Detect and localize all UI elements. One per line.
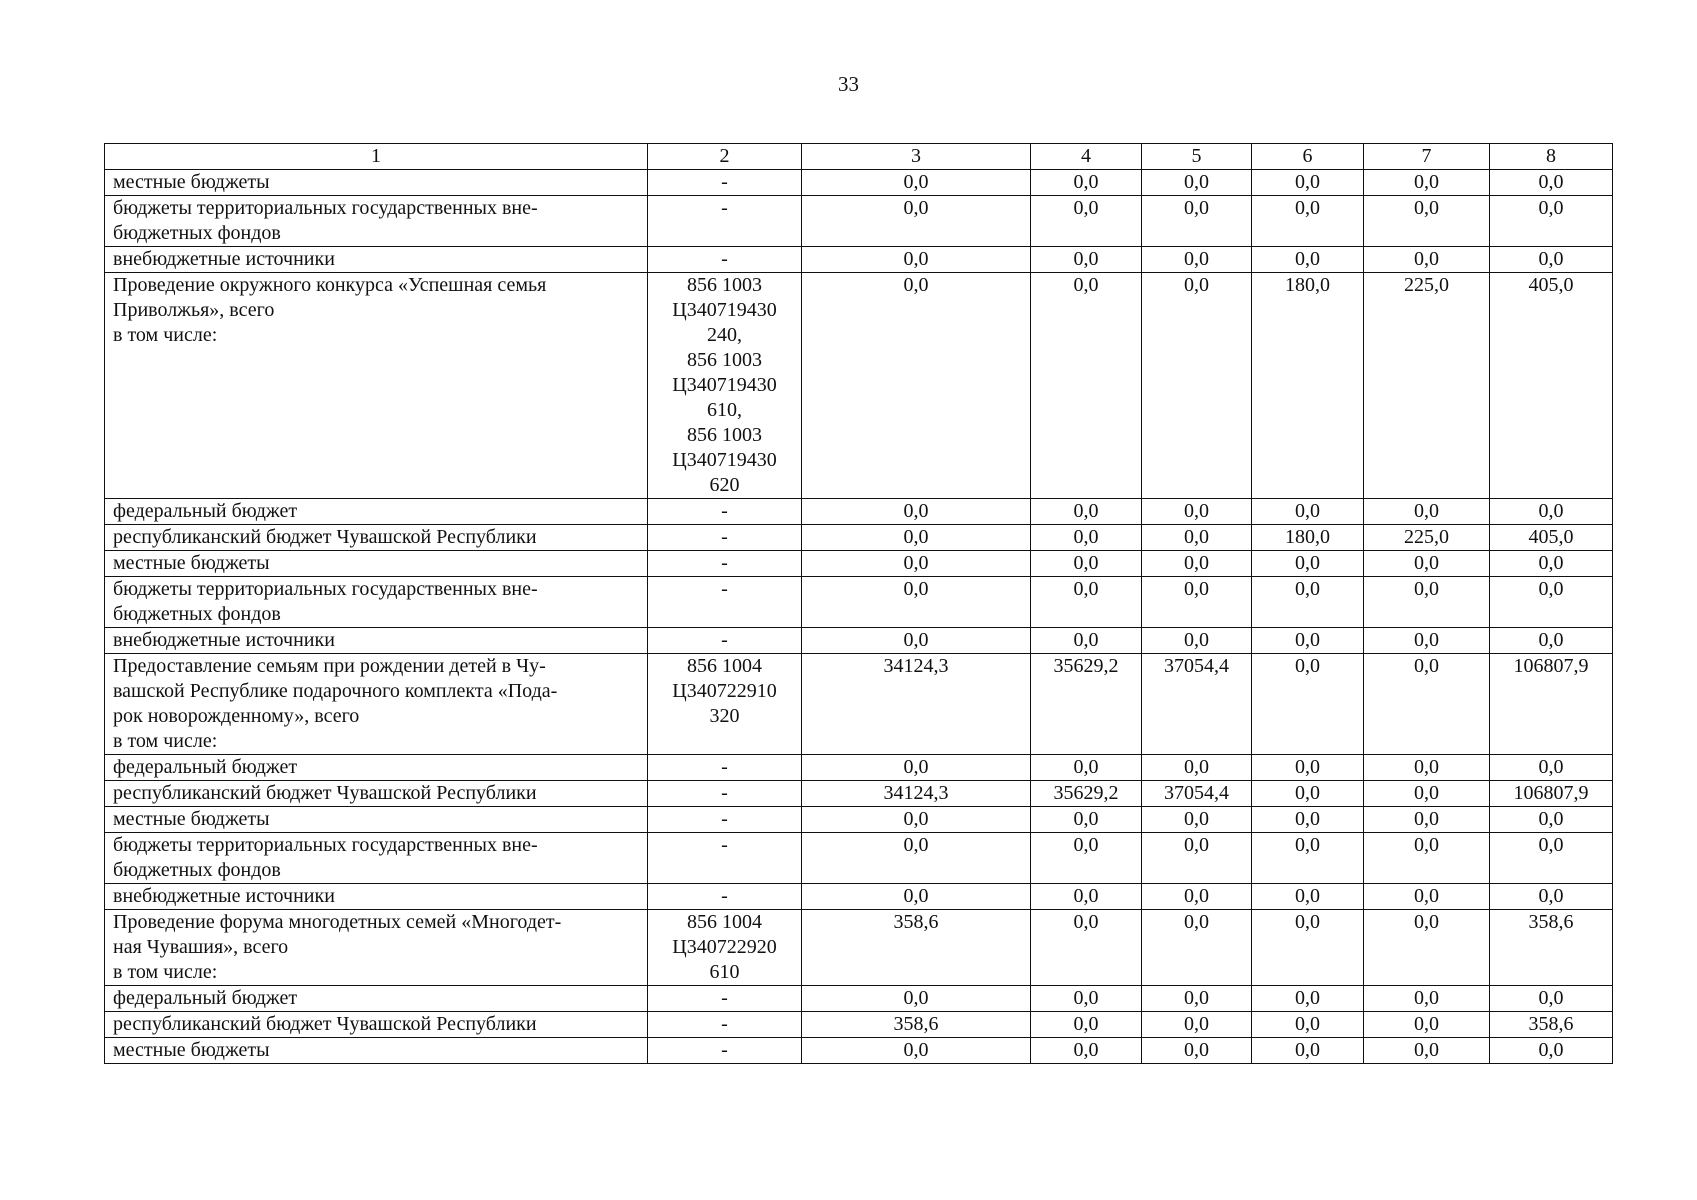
row-name-cell: Предоставление семьям при рождении детей в Чу- вашской Республике подарочного комплекта «Пода- рок новорожденному», всего в том числе: [105,654,648,755]
value-cell: 0,0 [1490,577,1613,628]
value-cell: 358,6 [1490,1012,1613,1038]
table-row [105,781,1613,807]
value-cell: 0,0 [1364,499,1490,525]
budget-table [104,143,1613,1064]
value-cell: 0,0 [802,196,1031,247]
value-cell: 0,0 [1490,628,1613,654]
value-cell: 0,0 [1142,986,1252,1012]
value-cell: 0,0 [802,273,1031,499]
budget-code-cell: - [648,755,802,781]
budget-code-cell: - [648,196,802,247]
row-name-cell: внебюджетные источники [105,628,648,654]
value-cell: 0,0 [1142,755,1252,781]
budget-code-cell: 856 1004 Ц340722920 610 [648,910,802,986]
row-name-cell: республиканский бюджет Чувашской Республики [105,525,648,551]
value-cell: 0,0 [1252,910,1364,986]
value-cell: 180,0 [1252,525,1364,551]
column-header: 1 [105,144,648,170]
value-cell: 34124,3 [802,781,1031,807]
value-cell: 0,0 [1490,833,1613,884]
value-cell: 0,0 [1031,755,1142,781]
value-cell: 405,0 [1490,273,1613,499]
value-cell: 0,0 [1252,781,1364,807]
table-row [105,247,1613,273]
column-header: 8 [1490,144,1613,170]
table-body [105,170,1613,1064]
value-cell: 0,0 [1252,807,1364,833]
value-cell: 0,0 [1031,1038,1142,1064]
value-cell: 0,0 [1031,577,1142,628]
value-cell: 0,0 [1031,525,1142,551]
table-row [105,628,1613,654]
budget-code-cell: - [648,807,802,833]
value-cell: 0,0 [1490,1038,1613,1064]
value-cell: 358,6 [1490,910,1613,986]
value-cell: 0,0 [802,986,1031,1012]
value-cell: 0,0 [1252,499,1364,525]
value-cell: 0,0 [1364,986,1490,1012]
table-row [105,807,1613,833]
table-row [105,910,1613,986]
budget-code-cell: - [648,525,802,551]
row-name-cell: республиканский бюджет Чувашской Республики [105,781,648,807]
value-cell: 0,0 [1364,654,1490,755]
value-cell: 35629,2 [1031,654,1142,755]
value-cell: 37054,4 [1142,781,1252,807]
value-cell: 0,0 [802,247,1031,273]
value-cell: 0,0 [1142,551,1252,577]
value-cell: 0,0 [802,499,1031,525]
value-cell: 0,0 [1490,170,1613,196]
table-row [105,884,1613,910]
budget-code-cell: - [648,551,802,577]
value-cell: 0,0 [1142,499,1252,525]
value-cell: 0,0 [802,577,1031,628]
budget-code-cell: - [648,884,802,910]
value-cell: 0,0 [1252,986,1364,1012]
value-cell: 0,0 [1252,1012,1364,1038]
value-cell: 0,0 [1364,833,1490,884]
value-cell: 0,0 [1252,247,1364,273]
budget-code-cell: - [648,833,802,884]
budget-code-cell: - [648,247,802,273]
row-name-cell: местные бюджеты [105,170,648,196]
value-cell: 0,0 [802,884,1031,910]
column-header: 7 [1364,144,1490,170]
row-name-cell: бюджеты территориальных государственных вне- бюджетных фондов [105,196,648,247]
row-name-cell: республиканский бюджет Чувашской Республики [105,1012,648,1038]
value-cell: 225,0 [1364,273,1490,499]
value-cell: 225,0 [1364,525,1490,551]
value-cell: 0,0 [1364,170,1490,196]
value-cell: 0,0 [1490,807,1613,833]
value-cell: 0,0 [1031,1012,1142,1038]
budget-code-cell: - [648,628,802,654]
column-header: 2 [648,144,802,170]
value-cell: 0,0 [1142,273,1252,499]
value-cell: 0,0 [1031,628,1142,654]
column-header: 6 [1252,144,1364,170]
value-cell: 0,0 [1364,196,1490,247]
value-cell: 0,0 [1490,755,1613,781]
value-cell: 106807,9 [1490,781,1613,807]
value-cell: 0,0 [1142,1038,1252,1064]
value-cell: 0,0 [1490,196,1613,247]
row-name-cell: местные бюджеты [105,551,648,577]
value-cell: 0,0 [1252,628,1364,654]
value-cell: 0,0 [1142,807,1252,833]
table-row [105,986,1613,1012]
value-cell: 0,0 [802,551,1031,577]
column-header: 3 [802,144,1031,170]
value-cell: 0,0 [802,1038,1031,1064]
value-cell: 0,0 [1364,247,1490,273]
value-cell: 0,0 [1142,884,1252,910]
value-cell: 0,0 [1142,577,1252,628]
table-row [105,551,1613,577]
row-name-cell: бюджеты территориальных государственных вне- бюджетных фондов [105,577,648,628]
row-name-cell: федеральный бюджет [105,755,648,781]
table-row [105,833,1613,884]
value-cell: 0,0 [1142,247,1252,273]
value-cell: 405,0 [1490,525,1613,551]
row-name-cell: Проведение окружного конкурса «Успешная семья Приволжья», всего в том числе: [105,273,648,499]
value-cell: 0,0 [1364,1038,1490,1064]
row-name-cell: Проведение форума многодетных семей «Многодет- ная Чувашия», всего в том числе: [105,910,648,986]
table-row [105,170,1613,196]
table-row [105,654,1613,755]
table-row [105,273,1613,499]
column-header: 5 [1142,144,1252,170]
value-cell: 0,0 [1031,170,1142,196]
budget-code-cell: - [648,1012,802,1038]
value-cell: 0,0 [1364,1012,1490,1038]
value-cell: 0,0 [1490,986,1613,1012]
table-row [105,525,1613,551]
budget-code-cell: - [648,986,802,1012]
value-cell: 0,0 [1364,577,1490,628]
value-cell: 0,0 [1364,807,1490,833]
value-cell: 0,0 [1490,499,1613,525]
value-cell: 0,0 [1031,884,1142,910]
row-name-cell: внебюджетные источники [105,247,648,273]
value-cell: 0,0 [1031,986,1142,1012]
value-cell: 0,0 [1031,273,1142,499]
value-cell: 0,0 [1142,196,1252,247]
value-cell: 0,0 [1252,1038,1364,1064]
value-cell: 0,0 [1031,551,1142,577]
value-cell: 0,0 [1490,247,1613,273]
value-cell: 0,0 [1031,196,1142,247]
value-cell: 0,0 [1364,884,1490,910]
column-header: 4 [1031,144,1142,170]
row-name-cell: местные бюджеты [105,1038,648,1064]
value-cell: 180,0 [1252,273,1364,499]
value-cell: 0,0 [1364,781,1490,807]
budget-code-cell: - [648,577,802,628]
value-cell: 0,0 [802,525,1031,551]
row-name-cell: внебюджетные источники [105,884,648,910]
budget-code-cell: - [648,170,802,196]
table-row [105,577,1613,628]
value-cell: 0,0 [802,833,1031,884]
value-cell: 0,0 [1252,196,1364,247]
row-name-cell: федеральный бюджет [105,499,648,525]
value-cell: 0,0 [1031,833,1142,884]
value-cell: 0,0 [1142,910,1252,986]
row-name-cell: федеральный бюджет [105,986,648,1012]
budget-code-cell: 856 1003 Ц340719430 240, 856 1003 Ц340719430 610, 856 1003 Ц340719430 620 [648,273,802,499]
value-cell: 0,0 [1364,910,1490,986]
value-cell: 0,0 [1252,551,1364,577]
value-cell: 35629,2 [1031,781,1142,807]
value-cell: 0,0 [1364,551,1490,577]
value-cell: 0,0 [1031,807,1142,833]
value-cell: 0,0 [802,170,1031,196]
value-cell: 106807,9 [1490,654,1613,755]
table-row [105,755,1613,781]
value-cell: 0,0 [1490,551,1613,577]
value-cell: 0,0 [1142,525,1252,551]
page-number: 33 [838,72,859,96]
budget-code-cell: 856 1004 Ц340722910 320 [648,654,802,755]
value-cell: 0,0 [1142,628,1252,654]
value-cell: 0,0 [1252,755,1364,781]
value-cell: 0,0 [802,628,1031,654]
budget-code-cell: - [648,1038,802,1064]
value-cell: 0,0 [1031,247,1142,273]
value-cell: 0,0 [1252,884,1364,910]
value-cell: 0,0 [1142,1012,1252,1038]
row-name-cell: местные бюджеты [105,807,648,833]
value-cell: 0,0 [1252,833,1364,884]
value-cell: 0,0 [1252,170,1364,196]
table-row [105,1038,1613,1064]
value-cell: 0,0 [1031,499,1142,525]
value-cell: 0,0 [1490,884,1613,910]
value-cell: 358,6 [802,1012,1031,1038]
value-cell: 0,0 [802,807,1031,833]
row-name-cell: бюджеты территориальных государственных вне- бюджетных фондов [105,833,648,884]
value-cell: 37054,4 [1142,654,1252,755]
budget-code-cell: - [648,781,802,807]
value-cell: 0,0 [802,755,1031,781]
header-row [105,144,1613,170]
table-row [105,1012,1613,1038]
value-cell: 0,0 [1142,170,1252,196]
budget-code-cell: - [648,499,802,525]
value-cell: 0,0 [1252,654,1364,755]
value-cell: 0,0 [1364,755,1490,781]
value-cell: 358,6 [802,910,1031,986]
value-cell: 0,0 [1252,577,1364,628]
value-cell: 34124,3 [802,654,1031,755]
table-row [105,499,1613,525]
value-cell: 0,0 [1142,833,1252,884]
value-cell: 0,0 [1031,910,1142,986]
value-cell: 0,0 [1364,628,1490,654]
table-row [105,196,1613,247]
